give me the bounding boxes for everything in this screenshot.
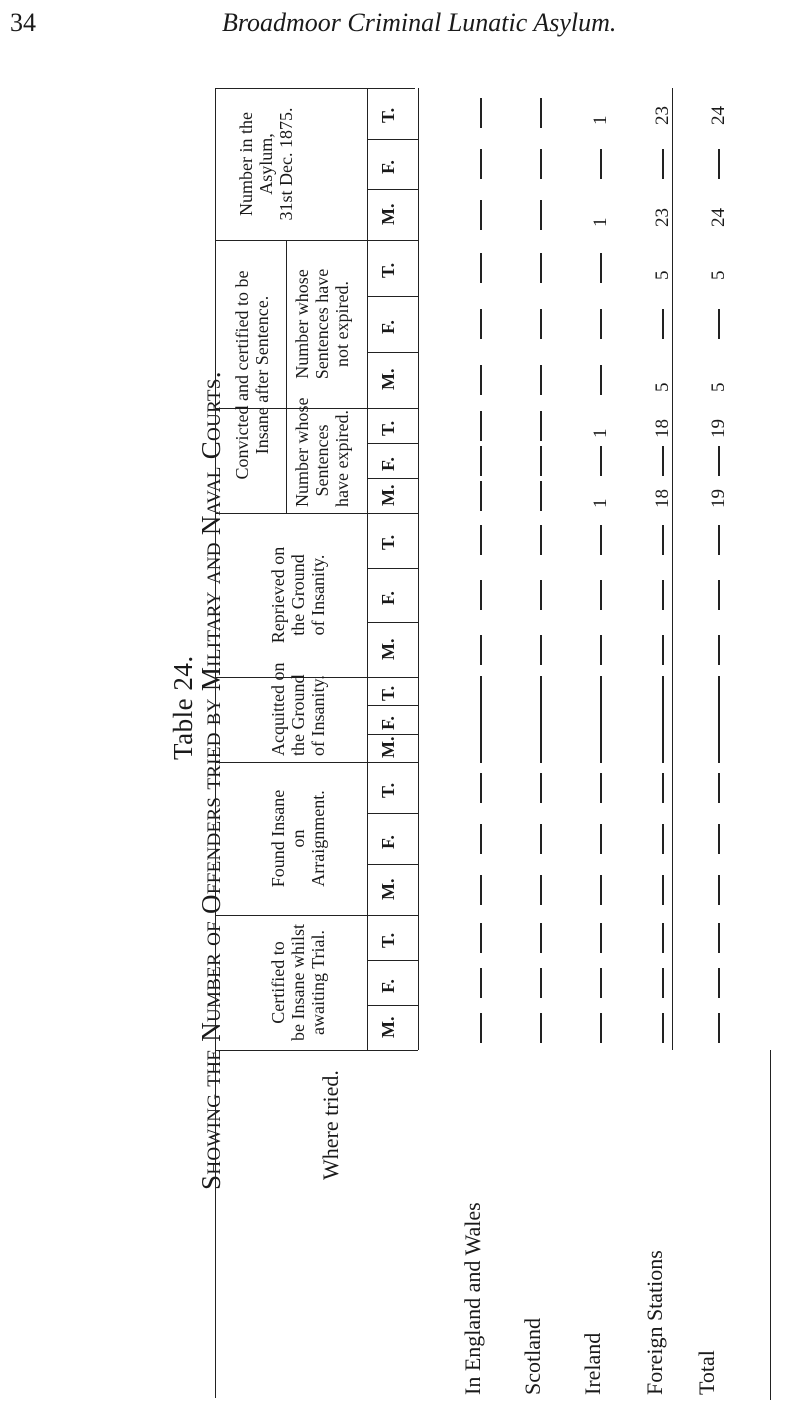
empty-dash bbox=[600, 253, 602, 283]
empty-dash bbox=[718, 635, 720, 665]
empty-dash bbox=[480, 200, 482, 230]
empty-dash bbox=[480, 705, 482, 735]
group-heading-1 bbox=[292, 246, 352, 402]
empty-dash bbox=[540, 481, 542, 511]
subcol-header: M. bbox=[378, 638, 398, 660]
subcol-divider bbox=[367, 352, 418, 353]
group-heading-line: the Ground bbox=[288, 554, 308, 636]
group-heading-5 bbox=[268, 768, 328, 909]
subcol-divider bbox=[367, 139, 418, 140]
subcol-divider bbox=[367, 960, 418, 961]
empty-dash bbox=[540, 968, 542, 998]
group-heading-line: Number whose bbox=[292, 269, 312, 379]
group-heading-0 bbox=[236, 94, 296, 234]
subcol-header: F. bbox=[378, 834, 398, 849]
group-heading-line: Arraignment. bbox=[308, 790, 328, 887]
value-cell: 5 bbox=[652, 270, 673, 280]
table-border-right bbox=[770, 1050, 771, 1400]
subcol-band-divider bbox=[367, 240, 368, 408]
empty-dash bbox=[480, 1013, 482, 1043]
value-cell: 18 bbox=[652, 418, 673, 438]
value-cell: 23 bbox=[652, 106, 673, 126]
total-divider bbox=[672, 88, 673, 1050]
subcol-divider bbox=[367, 189, 418, 190]
row-label: Total bbox=[694, 1350, 719, 1395]
empty-dash bbox=[540, 635, 542, 665]
subcol-header: M. bbox=[378, 1016, 398, 1038]
empty-dash bbox=[540, 705, 542, 735]
group-heading-line: the Ground bbox=[288, 674, 308, 756]
empty-dash bbox=[600, 309, 602, 339]
empty-dash bbox=[540, 923, 542, 953]
subcol-header: T. bbox=[378, 782, 398, 798]
group-heading-line: Acquitted on bbox=[268, 662, 288, 756]
row-label: Scotland bbox=[520, 1318, 545, 1395]
empty-dash bbox=[662, 309, 664, 339]
empty-dash bbox=[600, 149, 602, 179]
empty-dash bbox=[600, 824, 602, 854]
value-cell: 24 bbox=[708, 106, 729, 126]
empty-dash bbox=[718, 1013, 720, 1043]
page-number: 34 bbox=[10, 8, 36, 37]
empty-dash bbox=[540, 411, 542, 441]
empty-dash bbox=[718, 824, 720, 854]
empty-dash bbox=[480, 968, 482, 998]
row-label: In England and Wales bbox=[460, 1202, 485, 1395]
empty-dash bbox=[480, 635, 482, 665]
empty-dash bbox=[662, 705, 664, 735]
subcol-divider bbox=[367, 813, 418, 814]
subcol-header: T. bbox=[378, 262, 398, 278]
group-heading-line: Certified to bbox=[268, 941, 288, 1024]
empty-dash bbox=[718, 580, 720, 610]
empty-dash bbox=[718, 733, 720, 763]
empty-dash bbox=[480, 875, 482, 905]
empty-dash bbox=[480, 676, 482, 706]
subcol-band-divider bbox=[367, 513, 368, 677]
group-heading-line: Number in the bbox=[236, 112, 256, 216]
subcol-header: M. bbox=[378, 203, 398, 225]
group-heading-line: Number whose bbox=[292, 397, 312, 507]
group-heading-line: Asylum, bbox=[256, 133, 276, 195]
empty-dash bbox=[718, 705, 720, 735]
subcol-header: T. bbox=[378, 420, 398, 436]
value-cell: 1 bbox=[590, 115, 611, 126]
group-heading-line: Reprieved on bbox=[268, 546, 288, 644]
empty-dash bbox=[540, 365, 542, 395]
empty-dash bbox=[540, 200, 542, 230]
empty-dash bbox=[480, 446, 482, 476]
empty-dash bbox=[600, 705, 602, 735]
subcol-divider bbox=[367, 864, 418, 865]
empty-dash bbox=[480, 580, 482, 610]
empty-dash bbox=[600, 733, 602, 763]
empty-dash bbox=[540, 1013, 542, 1043]
value-cell: 19 bbox=[708, 418, 729, 438]
empty-dash bbox=[600, 525, 602, 555]
subcol-divider bbox=[367, 568, 418, 569]
empty-dash bbox=[540, 309, 542, 339]
empty-dash bbox=[540, 733, 542, 763]
value-cell: 1 bbox=[590, 217, 611, 227]
empty-dash bbox=[540, 676, 542, 706]
empty-dash bbox=[662, 875, 664, 905]
row-label: Ireland bbox=[580, 1332, 605, 1395]
empty-dash bbox=[540, 525, 542, 555]
group-heading-line: not expired. bbox=[332, 281, 352, 367]
group-heading-line: of Insanity. bbox=[308, 675, 328, 756]
empty-dash bbox=[662, 676, 664, 706]
empty-dash bbox=[662, 446, 664, 476]
empty-dash bbox=[718, 149, 720, 179]
empty-dash bbox=[718, 676, 720, 706]
empty-dash bbox=[662, 149, 664, 179]
empty-dash bbox=[540, 446, 542, 476]
subcol-header: F. bbox=[378, 715, 398, 730]
group-divider bbox=[215, 1050, 418, 1051]
running-title: Broadmoor Criminal Lunatic Asylum. bbox=[222, 8, 617, 37]
empty-dash bbox=[600, 580, 602, 610]
empty-dash bbox=[718, 446, 720, 476]
empty-dash bbox=[718, 923, 720, 953]
subcol-header: F. bbox=[378, 320, 398, 334]
stub-heading: Where tried. bbox=[318, 1070, 343, 1180]
empty-dash bbox=[718, 875, 720, 905]
group-heading-line: be Insane whilst bbox=[288, 924, 308, 1041]
empty-dash bbox=[600, 635, 602, 665]
table-label: Table 24. bbox=[168, 655, 198, 760]
value-cell: 18 bbox=[652, 488, 673, 508]
subcol-header: T. bbox=[378, 108, 398, 124]
empty-dash bbox=[540, 824, 542, 854]
value-cell: 24 bbox=[708, 207, 729, 227]
group-divider bbox=[215, 513, 418, 514]
empty-dash bbox=[480, 411, 482, 441]
convicted-heading bbox=[232, 250, 272, 500]
empty-dash bbox=[480, 525, 482, 555]
table-border-left bbox=[215, 88, 216, 1398]
empty-dash bbox=[662, 773, 664, 803]
empty-dash bbox=[480, 773, 482, 803]
value-cell: 5 bbox=[708, 270, 729, 280]
empty-dash bbox=[600, 923, 602, 953]
subcol-divider bbox=[367, 296, 418, 297]
group-heading-6 bbox=[268, 921, 328, 1044]
group-heading-line: 31st Dec. 1875. bbox=[276, 107, 296, 221]
empty-dash bbox=[600, 968, 602, 998]
empty-dash bbox=[718, 525, 720, 555]
empty-dash bbox=[662, 923, 664, 953]
convicted-subdivider bbox=[286, 240, 287, 513]
subcol-divider bbox=[367, 622, 418, 623]
value-cell: 19 bbox=[708, 488, 729, 508]
subcol-header: M. bbox=[378, 736, 398, 758]
table-border-top bbox=[215, 88, 415, 89]
empty-dash bbox=[480, 98, 482, 128]
subcol-header: F. bbox=[378, 456, 398, 471]
empty-dash bbox=[600, 773, 602, 803]
group-divider bbox=[215, 762, 418, 763]
subcol-band-divider bbox=[367, 762, 368, 915]
empty-dash bbox=[480, 309, 482, 339]
subcol-header: T. bbox=[378, 932, 398, 948]
group-divider bbox=[215, 915, 418, 916]
convicted-heading-line: Convicted and certified to be bbox=[232, 270, 252, 480]
group-heading-line: Sentences bbox=[312, 424, 332, 497]
empty-dash bbox=[480, 149, 482, 179]
group-heading-line: on bbox=[288, 829, 308, 848]
value-cell: 23 bbox=[652, 207, 673, 227]
empty-dash bbox=[480, 824, 482, 854]
empty-dash bbox=[480, 733, 482, 763]
empty-dash bbox=[662, 525, 664, 555]
empty-dash bbox=[600, 676, 602, 706]
empty-dash bbox=[480, 481, 482, 511]
group-heading-2 bbox=[292, 397, 352, 507]
subcol-divider bbox=[367, 705, 418, 706]
empty-dash bbox=[600, 1013, 602, 1043]
subcol-band-divider bbox=[367, 677, 368, 762]
empty-dash bbox=[540, 253, 542, 283]
empty-dash bbox=[540, 149, 542, 179]
empty-dash bbox=[662, 824, 664, 854]
subcol-header: F. bbox=[378, 591, 398, 605]
subcol-divider bbox=[367, 478, 418, 479]
empty-dash bbox=[662, 968, 664, 998]
group-heading-3 bbox=[268, 519, 328, 671]
empty-dash bbox=[600, 875, 602, 905]
empty-dash bbox=[662, 635, 664, 665]
empty-dash bbox=[662, 580, 664, 610]
group-heading-4 bbox=[268, 662, 328, 756]
subcol-header: M. bbox=[378, 878, 398, 900]
group-heading-line: have expired. bbox=[332, 410, 352, 507]
empty-dash bbox=[718, 309, 720, 339]
subcol-header: T. bbox=[378, 535, 398, 551]
subcol-header: F. bbox=[378, 160, 398, 174]
subcol-divider bbox=[367, 734, 418, 735]
subcol-divider bbox=[367, 1005, 418, 1006]
table-caption: Showing the Number of Offenders tried by Military and Naval Courts. bbox=[196, 371, 226, 1190]
subcol-header: M. bbox=[378, 484, 398, 506]
subcol-band-divider bbox=[367, 408, 368, 513]
group-heading-line: Found Insane bbox=[268, 789, 288, 888]
empty-dash bbox=[480, 365, 482, 395]
value-cell: 5 bbox=[708, 382, 729, 392]
empty-dash bbox=[600, 446, 602, 476]
value-cell: 1 bbox=[590, 498, 611, 508]
subcol-divider bbox=[367, 443, 418, 444]
empty-dash bbox=[718, 968, 720, 998]
empty-dash bbox=[600, 365, 602, 395]
subcol-header: M. bbox=[378, 368, 398, 390]
empty-dash bbox=[540, 580, 542, 610]
empty-dash bbox=[480, 923, 482, 953]
subcol-header: F. bbox=[378, 978, 398, 993]
group-divider bbox=[215, 240, 418, 241]
empty-dash bbox=[718, 773, 720, 803]
empty-dash bbox=[662, 1013, 664, 1043]
row-label: Foreign Stations bbox=[642, 1250, 667, 1395]
group-heading-line: Sentences have bbox=[312, 268, 332, 380]
subcol-band-divider bbox=[367, 88, 368, 240]
header-data-divider bbox=[418, 88, 419, 1050]
group-heading-line: awaiting Trial. bbox=[308, 930, 328, 1036]
subcol-header: T. bbox=[378, 685, 398, 702]
subcol-band-divider bbox=[367, 915, 368, 1050]
value-cell: 5 bbox=[652, 382, 673, 392]
empty-dash bbox=[662, 733, 664, 763]
convicted-heading-line: Insane after Sentence. bbox=[252, 295, 272, 455]
empty-dash bbox=[540, 773, 542, 803]
value-cell: 1 bbox=[590, 428, 611, 438]
group-heading-line: of Insanity. bbox=[308, 554, 328, 636]
empty-dash bbox=[540, 875, 542, 905]
empty-dash bbox=[480, 253, 482, 283]
empty-dash bbox=[540, 98, 542, 128]
